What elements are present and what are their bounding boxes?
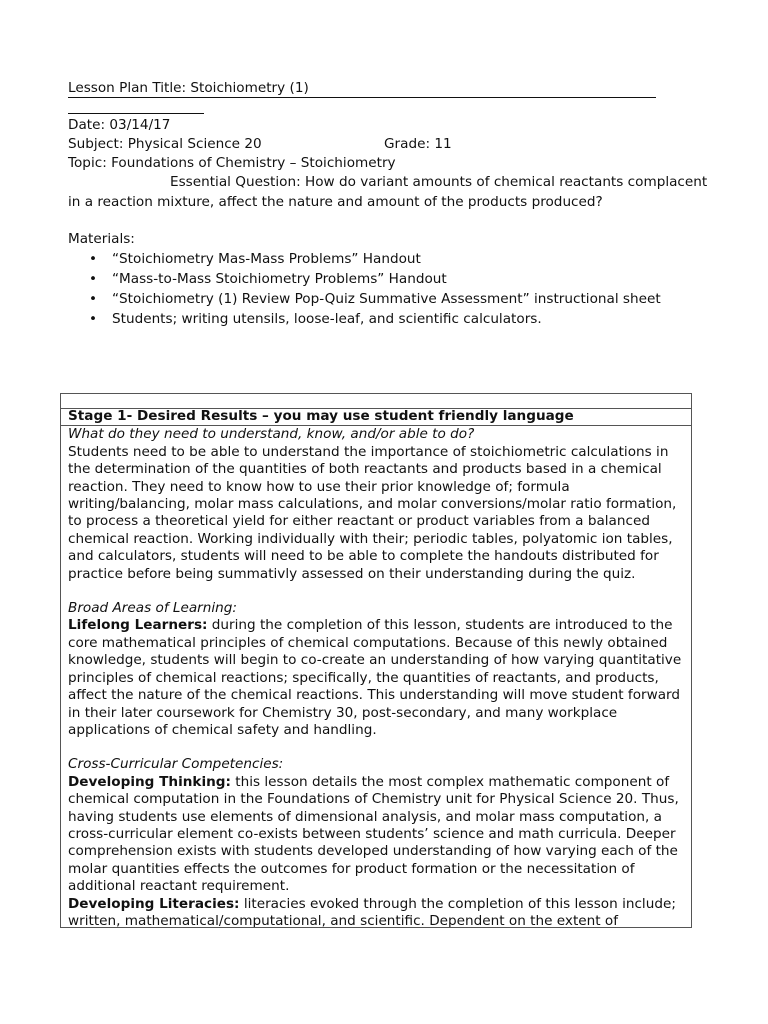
table-top-row [61, 394, 691, 409]
developing-literacies-paragraph [68, 896, 684, 928]
subject-grade-row [68, 135, 708, 154]
materials-item: • Students; writing utensils, loose-leaf, and scientific calculators. [89, 311, 542, 327]
stage1-table [60, 393, 692, 928]
broad-areas-label: Broad Areas of Learning: [68, 600, 237, 617]
developing-thinking-paragraph [68, 774, 684, 896]
lesson-title: Lesson Plan Title: Stoichiometry (1) [68, 80, 656, 98]
developing-literacies-text: literacies evoked through the completion of this lesson include; written, mathematical/computational, and scientific. Dependent on the extent of [68, 895, 676, 928]
stage1-title: Stage 1- Desired Results – you may use student friendly language [68, 408, 574, 424]
stage1-content [61, 425, 691, 928]
lifelong-learners-paragraph [68, 617, 684, 739]
developing-literacies-label: Developing Literacies: [68, 895, 240, 912]
lifelong-learners-text: during the completion of this lesson, students are introduced to the core mathematical principles of chemical computations. Because of this newly obtained knowledge, students will begin to co-create an understanding of how varying quantitative principles of chemical reactions; specifically, the quantities of reactants, and products, affect the nature of the chemical reactions. This understanding will move student forward in their later coursework for Chemistry 30, post-secondary, and many workplace applications of chemical safety and handling. [68, 617, 682, 738]
stage1-question: What do they need to understand, know, and/or able to do? [68, 426, 475, 443]
bullet-icon: • [89, 291, 98, 307]
bullet-icon: • [89, 271, 98, 287]
materials-list [68, 249, 708, 329]
bullet-icon: • [89, 251, 98, 267]
title-underline-continuation [68, 98, 204, 114]
developing-thinking-label: Developing Thinking: [68, 773, 231, 790]
lesson-subject: Subject: Physical Science 20 [68, 136, 262, 152]
stage1-cell [61, 408, 691, 928]
materials-item: • “Stoichiometry (1) Review Pop-Quiz Summative Assessment” instructional sheet [89, 291, 661, 307]
stage1-body: Students need to be able to understand the importance of stoichiometric calculations in the determination of the quantities of both reactants and products based in a chemical reaction. They need to know how to use their prior knowledge of; formula writing/balancing, molar mass calculations, and molar conversions/molar ratio formation, to process a theoretical yield for either reactant or product variables from a balanced chemical reaction. Working individually with their; periodic tables, polyatomic ion tables, and calculators, students will need to be able to complete the handouts distributed for practice before being summativly assessed on their understanding during the quiz. [68, 443, 677, 582]
lesson-topic: Topic: Foundations of Chemistry – Stoichiometry [68, 155, 396, 171]
materials-label: Materials: [68, 231, 135, 247]
lesson-grade: Grade: 11 [384, 136, 452, 152]
lifelong-learners-label: Lifelong Learners: [68, 617, 208, 634]
lesson-header [68, 79, 708, 329]
materials-item: • “Stoichiometry Mas-Mass Problems” Handout [89, 251, 421, 267]
materials-item: • “Mass-to-Mass Stoichiometry Problems” Handout [89, 271, 447, 287]
essential-question: Essential Question: How do variant amounts of chemical reactants complacent in a reaction mixture, affect the nature and amount of the products produced? [68, 174, 708, 210]
cross-curricular-label: Cross-Curricular Competencies: [68, 756, 284, 773]
developing-thinking-text: this lesson details the most complex mathematic component of chemical computation in the Foundations of Chemistry unit for Physical Science 20. Thus, having students use elements of dimensional analysis, and molar mass computation, a cross-curricular element co-exists between students’ science and math curricula. Deeper comprehension exists with students developed understanding of how varying each of the molar quantities effects the outcomes for product formation or the necessitation of additional reactant requirement. [68, 773, 679, 895]
lesson-date: Date: 03/14/17 [68, 117, 171, 133]
bullet-icon: • [89, 311, 98, 327]
